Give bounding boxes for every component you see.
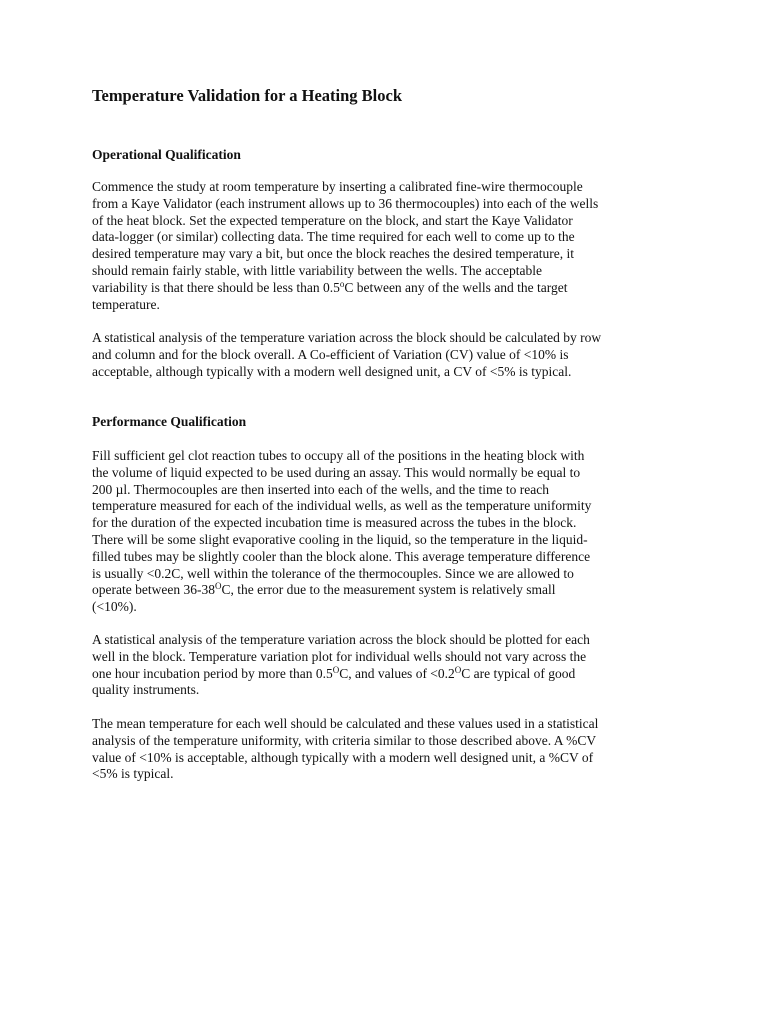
text-run: Commence the study at room temperature by inserting a calibrated fine-wire thermocouple bbox=[92, 179, 583, 194]
text-run: analysis of the temperature uniformity, with criteria similar to those described above. A %CV bbox=[92, 732, 597, 748]
paragraph-line bbox=[92, 766, 598, 783]
paragraph bbox=[92, 716, 598, 783]
degree-superscript: O bbox=[332, 664, 340, 675]
text-run: data-logger (or similar) collecting data. The time required for each well to come up to the bbox=[92, 229, 575, 245]
paragraph-line bbox=[92, 682, 590, 699]
text-run: of the heat block. Set the expected temperature on the block, and start the Kaye Validator bbox=[92, 212, 573, 228]
paragraph-line bbox=[92, 632, 590, 649]
text-run: should remain fairly stable, with little variability between the wells. The acceptable bbox=[92, 262, 542, 278]
paragraph-line bbox=[92, 666, 590, 683]
text-run: C are typical of good bbox=[461, 665, 576, 681]
text-run: desired temperature may vary a bit, but once the block reaches the desired temperature, it bbox=[92, 246, 575, 262]
paragraph-line bbox=[92, 733, 598, 750]
paragraph-line bbox=[92, 280, 598, 297]
paragraph-line bbox=[92, 330, 601, 347]
text-run: The mean temperature for each well should be calculated and these values used in a statistical bbox=[92, 716, 599, 731]
text-run: is usually <0.2C, well within the tolerance of the thermocouples. Since we are allowed to bbox=[92, 565, 574, 581]
text-run: C, and values of <0.2 bbox=[339, 665, 455, 681]
text-run: temperature. bbox=[92, 296, 160, 312]
paragraph-line bbox=[92, 582, 591, 599]
paragraph-line bbox=[92, 196, 598, 213]
paragraph-line bbox=[92, 246, 598, 263]
paragraph-line bbox=[92, 347, 601, 364]
paragraph-line bbox=[92, 482, 591, 499]
paragraph-line bbox=[92, 649, 590, 666]
text-run: well in the block. Temperature variation plot for individual wells should not vary across the bbox=[92, 648, 587, 664]
text-run: Fill sufficient gel clot reaction tubes to occupy all of the positions in the heating block with bbox=[92, 448, 585, 463]
degree-superscript: O bbox=[454, 664, 462, 675]
text-run: for the duration of the expected incubation time is measured across the tubes in the block. bbox=[92, 515, 577, 531]
paragraph-line bbox=[92, 179, 598, 196]
text-run: value of <10% is acceptable, although typically with a modern well designed unit, a %CV of bbox=[92, 749, 594, 765]
paragraph bbox=[92, 448, 591, 616]
paragraph-line bbox=[92, 263, 598, 280]
document-title: Temperature Validation for a Heating Block bbox=[92, 86, 403, 105]
text-run: quality instruments. bbox=[92, 682, 200, 698]
paragraph-line bbox=[92, 750, 598, 767]
text-run: C, the error due to the measurement system is relatively small bbox=[221, 582, 556, 598]
paragraph-line bbox=[92, 465, 591, 482]
paragraph-line bbox=[92, 566, 591, 583]
paragraph bbox=[92, 632, 590, 699]
paragraph-line bbox=[92, 498, 591, 515]
paragraph-line bbox=[92, 213, 598, 230]
text-run: the volume of liquid expected to be used during an assay. This would normally be equal to bbox=[92, 464, 581, 480]
text-run: and column and for the block overall. A Co-efficient of Variation (CV) value of <10% is bbox=[92, 346, 569, 362]
degree-superscript: O bbox=[214, 581, 222, 592]
text-run: C between any of the wells and the target bbox=[344, 279, 568, 295]
text-run: from a Kaye Validator (each instrument allows up to 36 thermocouples) into each of the wells bbox=[92, 195, 599, 211]
paragraph bbox=[92, 179, 598, 313]
paragraph-line bbox=[92, 549, 591, 566]
text-run: A statistical analysis of the temperature variation across the block should be calculated by row bbox=[92, 330, 602, 345]
degree-superscript: o bbox=[339, 278, 345, 289]
paragraph bbox=[92, 330, 601, 380]
paragraph-line bbox=[92, 448, 591, 465]
text-run: temperature measured for each of the individual wells, as well as the temperature uniformity bbox=[92, 498, 592, 514]
section-heading-performance-qualification: Performance Qualification bbox=[92, 414, 247, 429]
text-run: operate between 36-38 bbox=[92, 582, 215, 598]
text-run: 200 µl. Thermocouples are then inserted into each of the wells, and the time to reach bbox=[92, 481, 550, 497]
text-run: acceptable, although typically with a modern well designed unit, a CV of <5% is typical. bbox=[92, 363, 572, 379]
section-heading-operational-qualification: Operational Qualification bbox=[92, 147, 241, 162]
text-run: <5% is typical. bbox=[92, 766, 174, 782]
paragraph-line bbox=[92, 297, 598, 314]
text-run: variability is that there should be less than 0.5 bbox=[92, 279, 340, 295]
paragraph-line bbox=[92, 515, 591, 532]
paragraph-line bbox=[92, 599, 591, 616]
paragraph-line bbox=[92, 364, 601, 381]
text-run: filled tubes may be slightly cooler than the block alone. This average temperature difference bbox=[92, 548, 591, 564]
text-run: one hour incubation period by more than 0.5 bbox=[92, 665, 333, 681]
paragraph-line bbox=[92, 716, 598, 733]
paragraph-line bbox=[92, 229, 598, 246]
text-run: There will be some slight evaporative cooling in the liquid, so the temperature in the liquid- bbox=[92, 531, 588, 547]
paragraph-line bbox=[92, 532, 591, 549]
text-run: A statistical analysis of the temperature variation across the block should be plotted for each bbox=[92, 632, 590, 647]
text-run: (<10%). bbox=[92, 599, 137, 615]
